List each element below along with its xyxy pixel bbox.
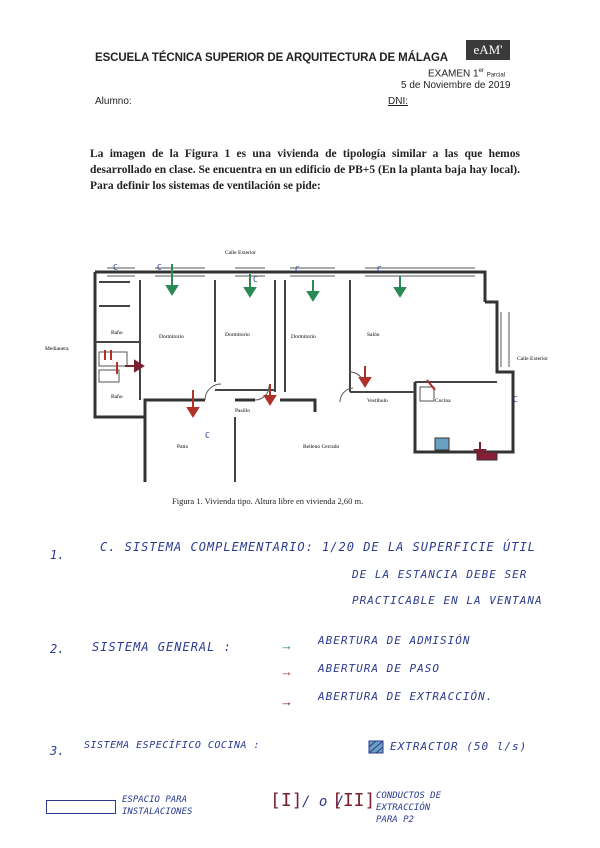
arrow-admision-icon: →	[280, 638, 293, 653]
answer-1-line-3: PRACTICABLE EN LA VENTANA	[352, 594, 543, 607]
answer-2-item-3: ABERTURA DE EXTRACCIÓN.	[318, 690, 494, 703]
school-logo: eAM'	[466, 40, 510, 60]
c-mark-6: C	[205, 431, 210, 440]
answer-2-item-1: ABERTURA DE ADMISIÓN	[318, 634, 471, 647]
answer-3-extractor: EXTRACTOR (50 l/s)	[390, 740, 528, 753]
street-right-label: Calle Exterior	[517, 356, 549, 362]
answer-2-item-2: ABERTURA DE PASO	[318, 662, 440, 675]
legend-right-line-3: PARA P2	[376, 815, 414, 825]
floor-plan	[45, 242, 549, 487]
c-mark-1: C	[113, 263, 118, 272]
room-dormitorio-2: Dormitorio	[225, 332, 250, 338]
room-bano-2: Baño	[111, 394, 123, 400]
exam-sup: er	[478, 68, 484, 74]
figure-caption: Figura 1. Vivienda tipo. Altura libre en vivienda 2,60 m.	[172, 496, 364, 506]
exam-small: Parcial	[486, 72, 506, 79]
arrow-extraccion-icon: →	[280, 694, 293, 709]
legend-left-line-1: ESPACIO PARA	[122, 795, 188, 805]
legend-right	[376, 790, 441, 826]
answer-2-number: 2.	[50, 642, 65, 656]
installation-space-icon	[46, 800, 116, 814]
exam-title: EXAMEN 1	[428, 68, 479, 80]
c-mark-5: C	[377, 265, 382, 274]
room-pasillo: Pasillo	[235, 408, 250, 414]
answer-3-number: 3.	[50, 744, 65, 758]
patio-label: Patio	[177, 444, 189, 450]
legend-left	[122, 794, 192, 818]
medianera-label: Medianera	[45, 346, 69, 352]
answer-1-line-1: C. SISTEMA COMPLEMENTARIO: 1/20 DE LA SUPERFICIE ÚTIL	[100, 540, 536, 554]
duct-symbol-left-icon: [I]	[270, 790, 303, 811]
room-dormitorio-3: Dormitorio	[291, 334, 316, 340]
relleno-label: Relleno Cerrado	[303, 444, 340, 450]
room-cocina: Cocina	[435, 398, 451, 404]
room-dormitorio-1: Dormitorio	[159, 334, 184, 340]
student-label: Alumno:	[95, 96, 132, 107]
school-name: ESCUELA TÉCNICA SUPERIOR DE ARQUITECTURA DE MÁLAGA	[95, 52, 448, 64]
legend-mid: / o /	[302, 794, 345, 810]
answer-3-text: SISTEMA ESPECÍFICO COCINA :	[84, 740, 261, 751]
answer-2-title: SISTEMA GENERAL :	[92, 640, 232, 654]
answer-1-line-2: DE LA ESTANCIA DEBE SER	[352, 568, 528, 581]
legend-left-line-2: INSTALACIONES	[122, 807, 193, 817]
arrow-paso-icon: →	[280, 664, 293, 679]
room-vestibulo: Vestíbulo	[367, 398, 388, 404]
exam-label	[428, 68, 505, 79]
duct-symbol-right-icon: [II]	[332, 790, 376, 811]
room-bano-1: Baño	[111, 330, 123, 336]
room-salon: Salón	[367, 332, 380, 338]
dni-label: DNI:	[388, 96, 408, 107]
legend-right-line-2: EXTRACCIÓN	[376, 803, 431, 813]
extractor-icon	[368, 740, 384, 754]
intro-paragraph: La imagen de la Figura 1 es una vivienda de tipología similar a las que hemos desarrollado en clase. Se encuentra en un edificio de PB+5 (En la planta baja hay local). Para definir los sistemas de ventilación se pide:	[90, 148, 520, 192]
exam-date: 5 de Noviembre de 2019	[401, 80, 511, 91]
legend-right-line-1: CONDUCTOS DE	[376, 791, 442, 801]
c-mark-2: C	[157, 263, 162, 272]
answer-1-number: 1.	[50, 548, 65, 562]
c-mark-7: C	[513, 395, 518, 404]
street-top-label: Calle Exterior	[225, 250, 257, 256]
c-mark-4: C	[295, 265, 300, 274]
c-mark-3: C	[253, 275, 258, 284]
